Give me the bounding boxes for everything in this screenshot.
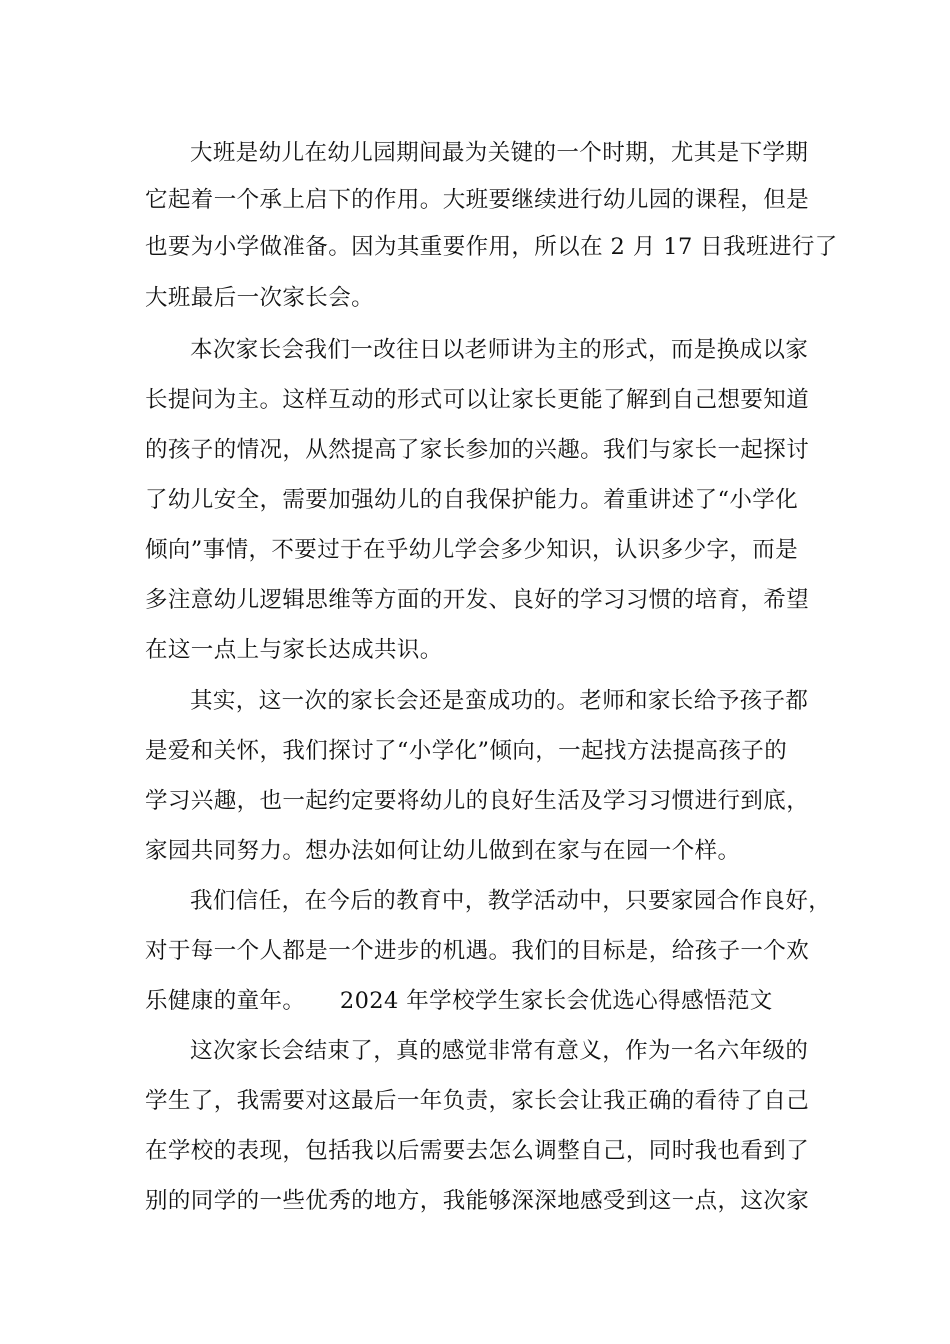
text-line: 本次家长会我们一改往日以老师讲为主的形式，而是换成以家 [190, 337, 809, 363]
text-line: 大班是幼儿在幼儿园期间最为关键的一个时期，尤其是下学期 [190, 140, 809, 166]
text-line: 学生了，我需要对这最后一年负责，家长会让我正确的看待了自己 [145, 1088, 810, 1114]
text-line: 我们信任，在今后的教育中，教学活动中，只要家园合作良好， [190, 888, 832, 914]
text-line: 多注意幼儿逻辑思维等方面的开发、良好的学习习惯的培育，希望 [145, 587, 810, 613]
text-line: 乐健康的童年。 2024 年学校学生家长会优选心得感悟范文 [145, 988, 773, 1014]
text-line: 也要为小学做准备。因为其重要作用，所以在 2 月 17 日我班进行了 [145, 234, 838, 260]
text-line: 是爱和关怀，我们探讨了“小学化”倾向，一起找方法提高孩子的 [145, 738, 788, 764]
text-line: 了幼儿安全，需要加强幼儿的自我保护能力。着重讲述了“小学化 [145, 487, 799, 513]
text-line: 在学校的表现，包括我以后需要去怎么调整自己，同时我也看到了 [145, 1138, 810, 1164]
text-line: 家园共同努力。想办法如何让幼儿做到在家与在园一个样。 [145, 838, 741, 864]
text-line: 这次家长会结束了，真的感觉非常有意义，作为一名六年级的 [190, 1038, 809, 1064]
text-line: 长提问为主。这样互动的形式可以让家长更能了解到自己想要知道 [145, 387, 810, 413]
text-line: 它起着一个承上启下的作用。大班要继续进行幼儿园的课程，但是 [145, 187, 810, 213]
text-line: 其实，这一次的家长会还是蛮成功的。老师和家长给予孩子都 [190, 688, 809, 714]
text-line: 倾向”事情，不要过于在乎幼儿学会多少知识，认识多少字，而是 [145, 537, 799, 563]
text-line: 别的同学的一些优秀的地方，我能够深深地感受到这一点，这次家 [145, 1188, 810, 1214]
text-line: 学习兴趣，也一起约定要将幼儿的良好生活及学习习惯进行到底， [145, 788, 810, 814]
text-line: 的孩子的情况，从然提高了家长参加的兴趣。我们与家长一起探讨 [145, 437, 810, 463]
text-line: 在这一点上与家长达成共识。 [145, 637, 443, 663]
text-line: 大班最后一次家长会。 [145, 285, 375, 311]
text-line: 对于每一个人都是一个进步的机遇。我们的目标是，给孩子一个欢 [145, 938, 810, 964]
